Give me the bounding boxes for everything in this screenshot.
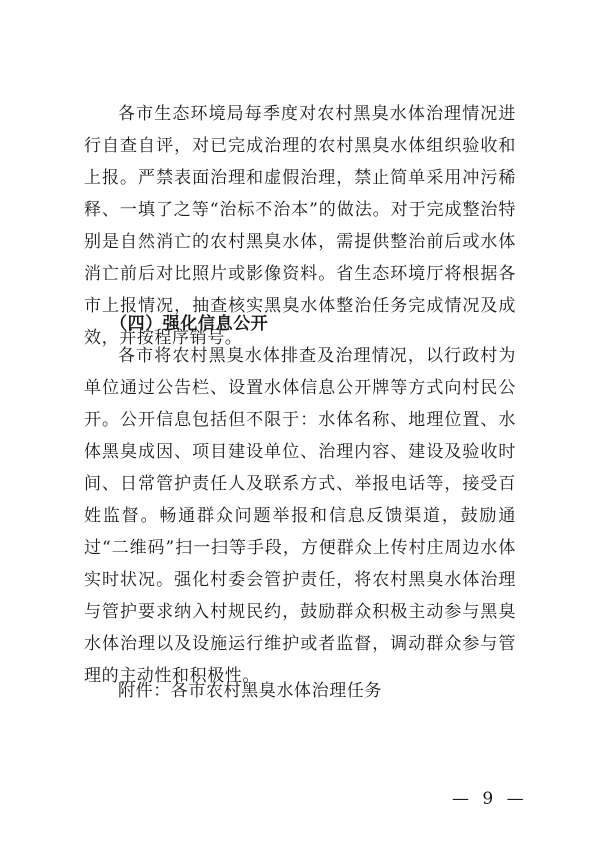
paragraph-info-disclosure: 各市将农村黑臭水体排查及治理情况，以行政村为单位通过公告栏、设置水体信息公开牌等方式向村民公开。公开信息包括但不限于：水体名称、地理位置、水体黑臭成因、项目建设单位、治理内容、建设及验收时间、日常管护责任人及联系方式、举报电话等，接受百姓监督。畅通群众问题举报和信息反馈渠道，鼓励通过“二维码”扫一扫等手段，方便群众上传村庄周边水体实时状况。强化村委会管护责任，将农村黑臭水体治理与管护要求纳入村规民约，鼓励群众积极主动参与黑臭水体治理以及设施运行维护或者监督，调动群众参与管理的主动性和积极性。 xyxy=(84,346,516,686)
section-heading-info-disclosure: （四）强化信息公开 xyxy=(110,314,269,334)
paragraph-self-inspection: 各市生态环境局每季度对农村黑臭水体治理情况进行自查自评，对已完成治理的农村黑臭水体组织验收和上报。严禁表面治理和虚假治理，禁止简单采用冲污稀释、一填了之等“治标不治本”的做法。对于完成整治特别是自然消亡的农村黑臭水体，需提供整治前后或水体消亡前后对比照片或影像资料。省生态环境厅将根据各市上报情况，抽查核实黑臭水体整治任务完成情况及成效，并按程序销号。 xyxy=(84,104,516,348)
page-number: — 9 — xyxy=(452,789,528,809)
paragraph-block-2 xyxy=(84,340,516,692)
attachment-line: 附件：各市农村黑臭水体治理任务 xyxy=(118,681,382,701)
